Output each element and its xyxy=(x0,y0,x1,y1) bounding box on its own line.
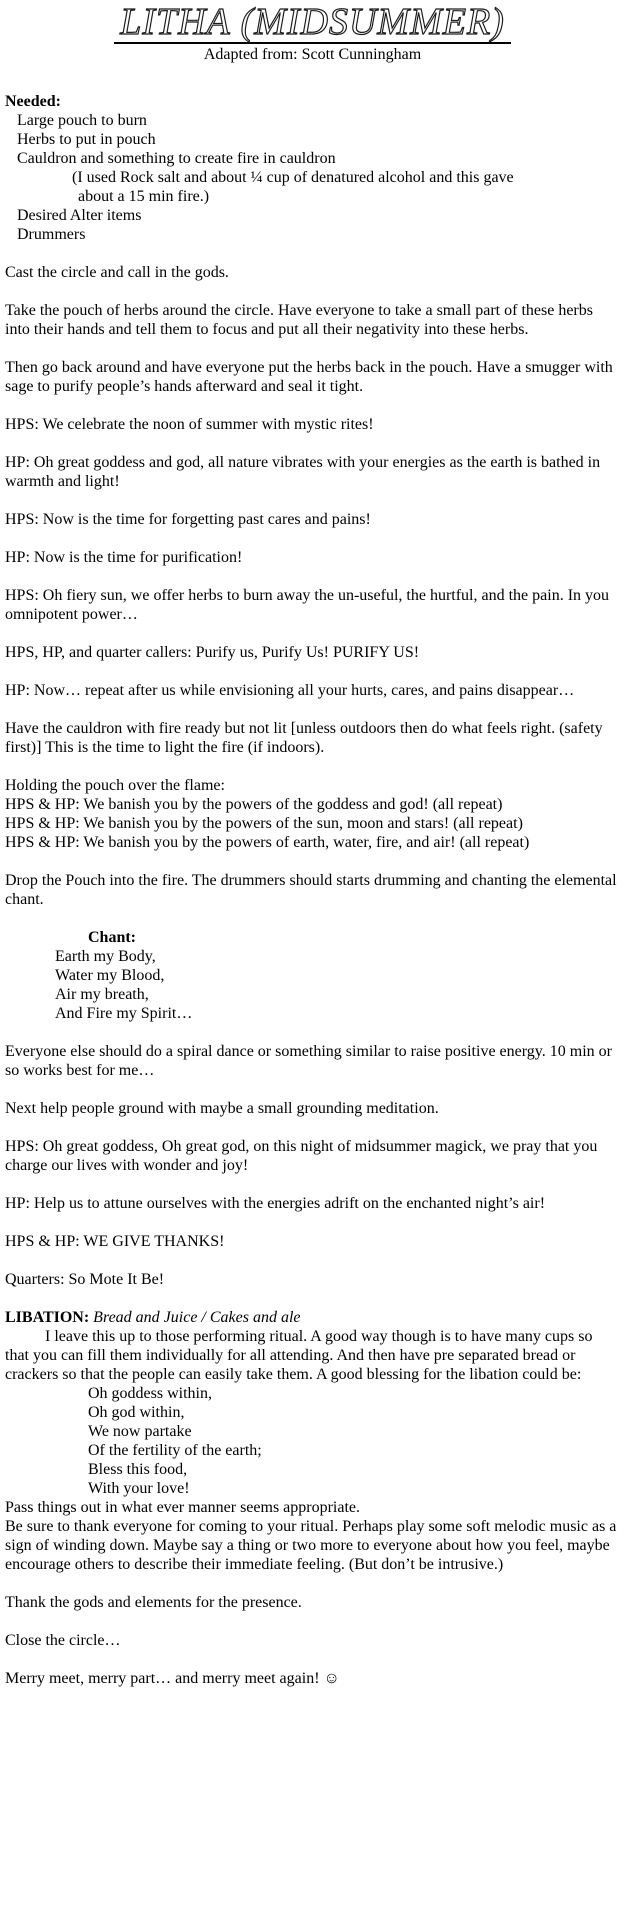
needed-item: Cauldron and something to create fire in cauldron xyxy=(17,150,336,167)
paragraph-hps-fiery-sun: HPS: Oh fiery sun, we offer herbs to burn away the un-useful, the hurtful, and the pain. In you omnipotent power… xyxy=(5,587,610,623)
paragraph-go-back: Then go back around and have everyone put the herbs back in the pouch. Have a smugger with sage to purify people’s hands afterward and seal it tight. xyxy=(5,359,613,395)
libation-verse: Oh god within, xyxy=(88,1404,185,1421)
banish-line: HPS & HP: We banish you by the powers of the goddess and god! (all repeat) xyxy=(5,796,503,813)
paragraph-hps-midsummer: HPS: Oh great goddess, Oh great god, on this night of midsummer magick, we pray that you charge our lives with wonder and joy! xyxy=(5,1138,598,1174)
needed-item: Herbs to put in pouch xyxy=(17,131,156,148)
paragraph-grounding: Next help people ground with maybe a small grounding meditation. xyxy=(5,1100,439,1117)
paragraph-hp-attune: HP: Help us to attune ourselves with the energies adrift on the enchanted night’s air! xyxy=(5,1195,546,1212)
chant-line: And Fire my Spirit… xyxy=(55,1005,193,1022)
document-subtitle: Adapted from: Scott Cunningham xyxy=(203,46,422,63)
paragraph-drop-pouch: Drop the Pouch into the fire. The drummers should starts drumming and chanting the elemental chant. xyxy=(5,872,617,908)
paragraph-hps-forgetting: HPS: Now is the time for forgetting past cares and pains! xyxy=(5,511,371,528)
paragraph-cast-circle: Cast the circle and call in the gods. xyxy=(5,264,229,281)
needed-heading-label: Needed: xyxy=(5,93,61,110)
needed-item: Drummers xyxy=(17,226,86,243)
banish-section xyxy=(5,776,620,852)
chant-heading: Chant: xyxy=(88,929,137,946)
paragraph-cauldron-ready: Have the cauldron with fire ready but not lit [unless outdoors then do what feels right. (safety first)] This is the time to light the fire (if indoors). xyxy=(5,720,603,756)
paragraph-merry-meet: Merry meet, merry part… and merry meet again! ☺ xyxy=(5,1670,340,1687)
chant-section xyxy=(5,928,620,1023)
needed-heading xyxy=(5,92,620,111)
needed-item-note-line: about a 15 min fire.) xyxy=(78,188,210,205)
paragraph-quarters: Quarters: So Mote It Be! xyxy=(5,1271,165,1288)
chant-line: Earth my Body, xyxy=(55,948,156,965)
needed-item-note-line: (I used Rock salt and about ¼ cup of denatured alcohol and this gave xyxy=(72,169,514,186)
needed-section xyxy=(5,92,620,244)
title-container xyxy=(5,1,620,44)
needed-item: Desired Alter items xyxy=(17,207,142,224)
libation-section xyxy=(5,1308,620,1574)
paragraph-thank-gods: Thank the gods and elements for the presence. xyxy=(5,1594,302,1611)
paragraph-hps-celebrate: HPS: We celebrate the noon of summer with mystic rites! xyxy=(5,416,374,433)
paragraph-take-pouch: Take the pouch of herbs around the circle. Have everyone to take a small part of these herbs into their hands and tell them to focus and put all their negativity into these herbs. xyxy=(5,302,593,338)
paragraph-hp-goddess: HP: Oh great goddess and god, all nature vibrates with your energies as the earth is bathed in warmth and light! xyxy=(5,454,601,490)
banish-line: HPS & HP: We banish you by the powers of earth, water, fire, and air! (all repeat) xyxy=(5,834,530,851)
libation-verse: Of the fertility of the earth; xyxy=(88,1442,262,1459)
libation-verse: We now partake xyxy=(88,1423,192,1440)
holding-pouch-line: Holding the pouch over the flame: xyxy=(5,777,225,794)
paragraph-hp-purification: HP: Now is the time for purification! xyxy=(5,549,243,566)
pass-things-line: Pass things out in what ever manner seems appropriate. xyxy=(5,1499,361,1516)
chant-line: Air my breath, xyxy=(55,986,149,1003)
paragraph-hp-repeat: HP: Now… repeat after us while envisioning all your hurts, cares, and pains disappear… xyxy=(5,682,575,699)
libation-verse: Bless this food, xyxy=(88,1461,188,1478)
thank-everyone-paragraph: Be sure to thank everyone for coming to your ritual. Perhaps play some soft melodic music as a sign of winding down. Maybe say a thing or two more to everyone about how you feel, maybe encourage others to describe their immediate feeling. (But don’t be intrusive.) xyxy=(5,1518,617,1573)
page-title: LITHA (MIDSUMMER) xyxy=(114,4,511,44)
paragraph-spiral-dance: Everyone else should do a spiral dance or something similar to raise positive energy. 10 min or so works best for me… xyxy=(5,1043,612,1079)
needed-item: Large pouch to burn xyxy=(17,112,147,129)
libation-verse: Oh goddess within, xyxy=(88,1385,212,1402)
libation-subtitle: Bread and Juice / Cakes and ale xyxy=(93,1309,301,1326)
paragraph-we-give-thanks: HPS & HP: WE GIVE THANKS! xyxy=(5,1233,225,1250)
chant-line: Water my Blood, xyxy=(55,967,165,984)
libation-heading-line xyxy=(5,1308,620,1327)
paragraph-purify-us: HPS, HP, and quarter callers: Purify us, Purify Us! PURIFY US! xyxy=(5,644,420,661)
paragraph-close-circle: Close the circle… xyxy=(5,1632,121,1649)
libation-intro: I leave this up to those performing ritual. A good way though is to have many cups so that you can fill them individually for all attending. And then have pre separated bread or crackers so that the people can easily take them. A good blessing for the libation could be: xyxy=(5,1328,593,1383)
libation-heading-label: LIBATION: xyxy=(5,1309,90,1326)
banish-line: HPS & HP: We banish you by the powers of the sun, moon and stars! (all repeat) xyxy=(5,815,523,832)
libation-verse: With your love! xyxy=(88,1480,190,1497)
